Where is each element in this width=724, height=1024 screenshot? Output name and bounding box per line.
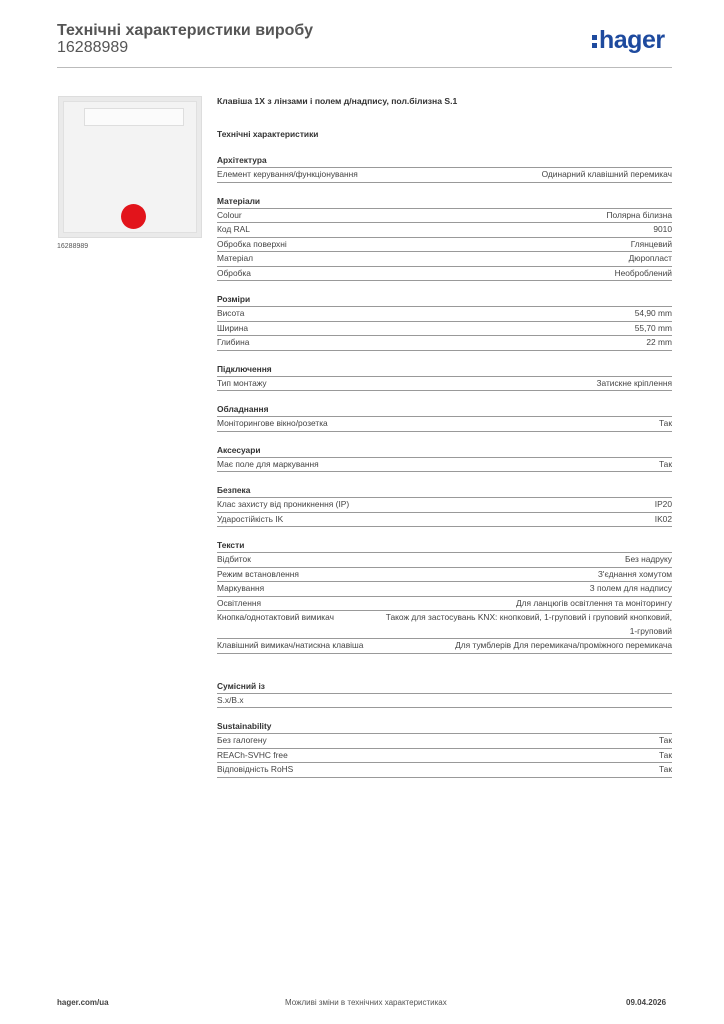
spec-row bbox=[217, 498, 672, 513]
spec-value: IP20 bbox=[654, 499, 672, 509]
spec-key: Без галогену bbox=[217, 735, 267, 745]
footer-date: 09.04.2026 bbox=[626, 998, 667, 1007]
section-heading: Розміри bbox=[217, 293, 672, 307]
spec-value: 55,70 mm bbox=[634, 322, 672, 333]
spec-row bbox=[217, 568, 672, 583]
product-title: Клавіша 1X з лінзами і полем д/надпису, пол.білизна S.1 bbox=[217, 96, 458, 106]
spec-value: 9010 bbox=[653, 224, 672, 234]
spec-row bbox=[217, 336, 672, 351]
header-divider bbox=[57, 67, 672, 68]
footer-website: hager.com/ua bbox=[57, 998, 109, 1007]
product-code: 16288989 bbox=[57, 39, 129, 56]
spec-content bbox=[217, 96, 672, 778]
section-heading: Обладнання bbox=[217, 403, 672, 417]
spec-row bbox=[217, 417, 672, 432]
section-heading: Sustainability bbox=[217, 720, 672, 734]
spec-row bbox=[217, 597, 672, 612]
spec-value: Для тумблерів Для перемикача/проміжного перемикача bbox=[455, 640, 672, 650]
spec-row bbox=[217, 223, 672, 238]
spec-key: Код RAL bbox=[217, 224, 250, 234]
spec-key: Кнопка/однотактовий вимикач bbox=[217, 612, 334, 622]
section-heading: Тексти bbox=[217, 539, 672, 553]
switch-plate bbox=[63, 101, 197, 233]
spec-row bbox=[217, 209, 672, 224]
spec-value: Необроблений bbox=[614, 267, 672, 278]
spec-section bbox=[217, 154, 672, 183]
spec-row bbox=[217, 639, 672, 654]
spec-value: Так bbox=[658, 735, 672, 745]
spec-key: Colour bbox=[217, 209, 242, 220]
spec-value: Так bbox=[658, 458, 672, 469]
spec-section bbox=[217, 293, 672, 351]
spec-row bbox=[217, 694, 672, 709]
spec-value: 54,90 mm bbox=[634, 308, 672, 318]
spec-value: Одинарний клавішний перемикач bbox=[541, 169, 672, 179]
spec-value: Так bbox=[658, 749, 672, 760]
spec-key: Обробка bbox=[217, 267, 251, 278]
spec-key: Клас захисту від проникнення (IP) bbox=[217, 499, 350, 509]
label-field bbox=[84, 108, 184, 126]
spec-section bbox=[217, 195, 672, 282]
section-heading: Безпека bbox=[217, 484, 672, 498]
spec-row bbox=[217, 267, 672, 282]
spec-section bbox=[217, 720, 672, 778]
spec-row bbox=[217, 582, 672, 597]
spec-value: Без надруку bbox=[624, 554, 672, 564]
spec-row bbox=[217, 763, 672, 778]
logo-dots-icon bbox=[592, 32, 597, 51]
spec-value: Також для застосувань KNX: кнопковий, 1-груповий і груповий кнопковий, 1-груповий bbox=[385, 612, 672, 636]
spec-row bbox=[217, 458, 672, 473]
spec-key: Клавішний вимикач/натискна клавіша bbox=[217, 640, 364, 650]
spec-row bbox=[217, 377, 672, 392]
product-image bbox=[58, 96, 202, 238]
section-heading: Матеріали bbox=[217, 195, 672, 209]
spec-key: Обробка поверхні bbox=[217, 238, 287, 249]
spec-value: Полярна білизна bbox=[606, 209, 672, 220]
spec-section bbox=[217, 363, 672, 392]
image-caption: 16288989 bbox=[57, 243, 89, 250]
spec-section bbox=[217, 444, 672, 473]
spec-row bbox=[217, 734, 672, 749]
spec-row bbox=[217, 513, 672, 528]
section-heading: Сумісний із bbox=[217, 680, 672, 694]
spec-key: Маркування bbox=[217, 583, 265, 593]
spec-value: З'єднання хомутом bbox=[597, 568, 672, 579]
spec-row bbox=[217, 611, 672, 639]
spec-row bbox=[217, 322, 672, 337]
spec-row bbox=[217, 307, 672, 322]
spec-row bbox=[217, 553, 672, 568]
spec-key: Матеріал bbox=[217, 253, 254, 263]
spec-value: Так bbox=[658, 418, 672, 428]
spec-value: Глянцевий bbox=[630, 238, 672, 249]
spec-value: 22 mm bbox=[646, 337, 672, 347]
spec-value: Так bbox=[658, 764, 672, 774]
spec-key: Ударостійкість IK bbox=[217, 513, 284, 524]
spec-section bbox=[217, 539, 672, 654]
footer-note: Можливі зміни в технічних характеристиках bbox=[285, 998, 447, 1007]
spec-key: Освітлення bbox=[217, 597, 261, 608]
spec-key: Висота bbox=[217, 308, 245, 318]
spec-value: Дюропласт bbox=[628, 253, 672, 263]
spec-row bbox=[217, 238, 672, 253]
page-title: Технічні характеристики виробу bbox=[57, 22, 313, 39]
spec-sections bbox=[217, 154, 672, 778]
spec-key: Відбиток bbox=[217, 554, 251, 564]
tech-title: Технічні характеристики bbox=[217, 129, 319, 139]
spec-key: Ширина bbox=[217, 322, 248, 333]
spec-section bbox=[217, 484, 672, 527]
logo-text: hager bbox=[599, 26, 665, 54]
hager-logo bbox=[592, 26, 665, 55]
spec-key: REACh-SVHC free bbox=[217, 749, 288, 760]
spec-key: Відповідність RoHS bbox=[217, 764, 294, 774]
red-lens-icon bbox=[121, 204, 146, 229]
section-heading: Аксесуари bbox=[217, 444, 672, 458]
spec-key: Має поле для маркування bbox=[217, 458, 319, 469]
section-heading: Підключення bbox=[217, 363, 672, 377]
section-heading: Архітектура bbox=[217, 154, 672, 168]
spec-row bbox=[217, 252, 672, 267]
spec-key: Тип монтажу bbox=[217, 377, 267, 388]
spec-key: S.x/B.x bbox=[217, 694, 244, 705]
spec-key: Елемент керування/функціонування bbox=[217, 169, 358, 179]
spec-section bbox=[217, 680, 672, 709]
spec-value: IK02 bbox=[654, 513, 672, 524]
spec-key: Глибина bbox=[217, 337, 250, 347]
spec-row bbox=[217, 168, 672, 183]
spec-value: Для ланцюгів освітлення та моніторингу bbox=[515, 597, 672, 608]
spec-value: Затискне кріплення bbox=[596, 377, 672, 388]
spec-row bbox=[217, 749, 672, 764]
spec-key: Режим встановлення bbox=[217, 568, 299, 579]
spec-section bbox=[217, 403, 672, 432]
spec-value: З полем для надпису bbox=[589, 583, 672, 593]
spec-key: Моніторингове вікно/розетка bbox=[217, 418, 328, 428]
